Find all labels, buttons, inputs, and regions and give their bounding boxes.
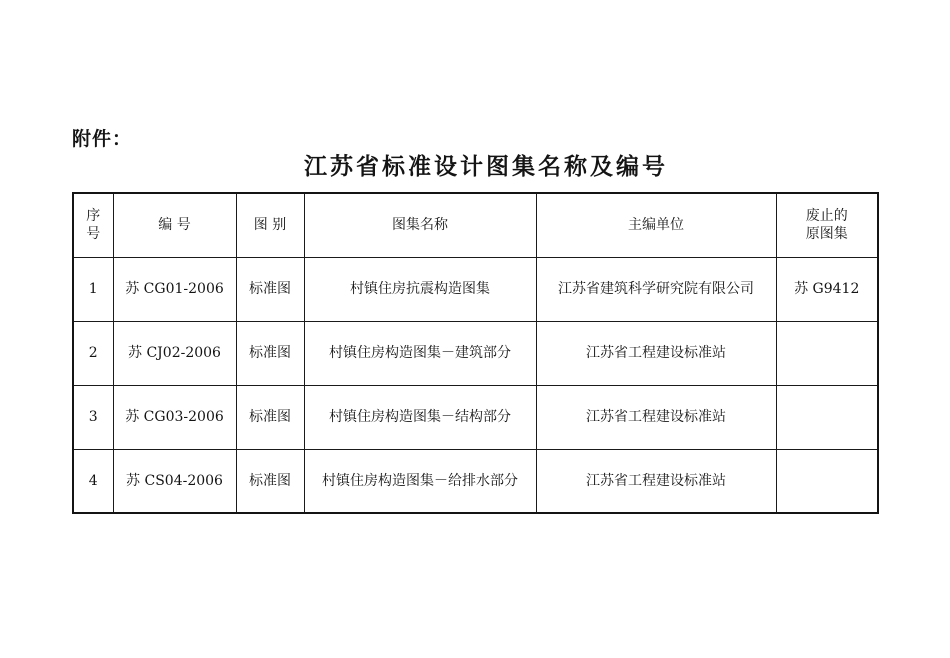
cell-unit: 江苏省工程建设标准站: [536, 321, 776, 385]
cell-code: 苏 CG01-2006: [113, 257, 236, 321]
cell-no: 2: [73, 321, 113, 385]
cell-old: [776, 321, 878, 385]
header-old-text: 废止的 原图集: [805, 208, 848, 243]
table-row: [73, 257, 878, 321]
cell-name: 村镇住房构造图集－建筑部分: [304, 321, 536, 385]
cell-name: 村镇住房抗震构造图集: [304, 257, 536, 321]
header-unit: 主编单位: [536, 193, 776, 257]
cell-unit: 江苏省工程建设标准站: [536, 385, 776, 449]
cell-old: [776, 385, 878, 449]
cell-code: 苏 CJ02-2006: [113, 321, 236, 385]
cell-unit: 江苏省工程建设标准站: [536, 449, 776, 513]
cell-type: 标准图: [236, 449, 304, 513]
header-name: 图集名称: [304, 193, 536, 257]
document-title: 江苏省标准设计图集名称及编号: [304, 154, 668, 180]
table-row: [73, 321, 878, 385]
cell-old: [776, 449, 878, 513]
cell-code: 苏 CS04-2006: [113, 449, 236, 513]
cell-unit: 江苏省建筑科学研究院有限公司: [536, 257, 776, 321]
attachment-label: 附件：: [72, 128, 133, 150]
header-no: [73, 193, 113, 257]
cell-name: 村镇住房构造图集－结构部分: [304, 385, 536, 449]
cell-type: 标准图: [236, 257, 304, 321]
cell-name: 村镇住房构造图集－给排水部分: [304, 449, 536, 513]
cell-no: 4: [73, 449, 113, 513]
header-old: [776, 193, 878, 257]
cell-no: 3: [73, 385, 113, 449]
table-row: [73, 385, 878, 449]
table-header-row: [73, 193, 878, 257]
cell-code: 苏 CG03-2006: [113, 385, 236, 449]
cell-old: 苏 G9412: [776, 257, 878, 321]
cell-no: 1: [73, 257, 113, 321]
header-no-text: 序 号: [86, 208, 101, 243]
catalog-table: [72, 192, 879, 514]
header-code: 编 号: [113, 193, 236, 257]
cell-type: 标准图: [236, 321, 304, 385]
table-row: [73, 449, 878, 513]
header-type: 图 别: [236, 193, 304, 257]
cell-type: 标准图: [236, 385, 304, 449]
